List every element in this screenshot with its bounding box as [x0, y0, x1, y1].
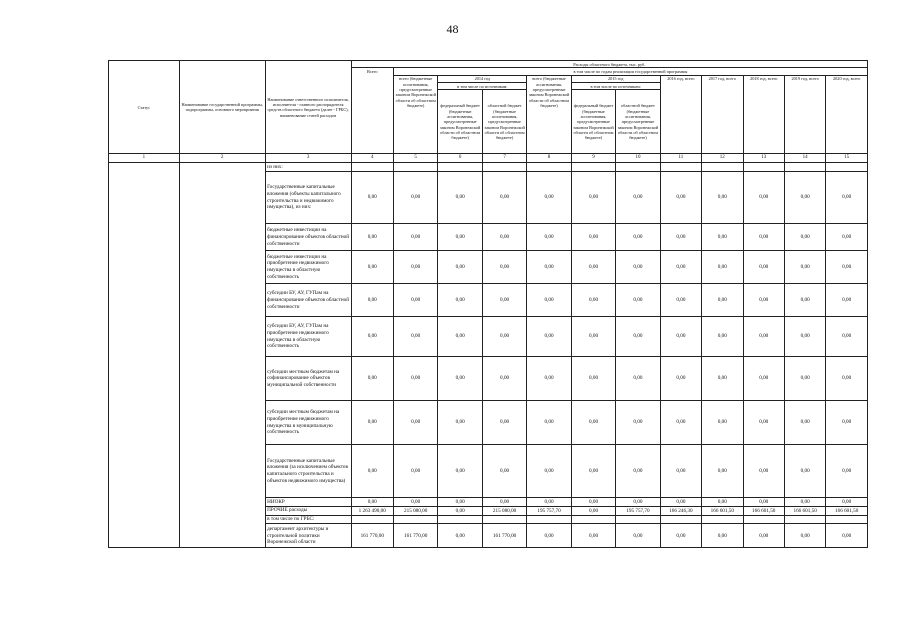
header-2015-sources: в том числе по источникам: — [571, 83, 660, 90]
value-cell: 0,00 — [571, 224, 615, 251]
column-number: 13 — [743, 154, 784, 163]
budget-table — [108, 60, 868, 548]
value-cell: 0,00 — [393, 224, 437, 251]
value-cell: 0,00 — [527, 251, 571, 284]
column-number: 9 — [571, 154, 615, 163]
value-cell: 0,00 — [784, 317, 825, 357]
value-cell: 0,00 — [702, 445, 743, 498]
header-2015-total: всего (бюджетные ассигнования, предусмотренные законом Воронежской области об областном бюджете) — [527, 75, 571, 154]
value-cell: 166 601,50 — [784, 506, 825, 515]
value-cell — [438, 163, 482, 172]
value-cell: 0,00 — [571, 317, 615, 357]
value-cell: 0,00 — [571, 524, 615, 548]
value-cell: 0,00 — [351, 317, 393, 357]
value-cell: 0,00 — [616, 357, 660, 401]
value-cell: 0,00 — [616, 317, 660, 357]
value-cell: 0,00 — [616, 498, 660, 507]
value-cell: 0,00 — [784, 172, 825, 224]
value-cell: 0,00 — [660, 524, 701, 548]
column-number: 4 — [351, 154, 393, 163]
value-cell: 0,00 — [616, 284, 660, 317]
header-fed-2015: федеральный бюджет (бюджетные ассигнования, предусмотренные законом Воронежской области об областном бюджете) — [571, 90, 615, 154]
column-number: 3 — [265, 154, 351, 163]
value-cell: 0,00 — [702, 524, 743, 548]
column-number: 2 — [179, 154, 265, 163]
value-cell: 0,00 — [482, 284, 526, 317]
value-cell — [826, 163, 868, 172]
value-cell: 0,00 — [351, 224, 393, 251]
column-number: 11 — [660, 154, 701, 163]
value-cell: 0,00 — [571, 251, 615, 284]
expense-item-name: из них: — [265, 163, 351, 172]
value-cell — [826, 515, 868, 524]
value-cell: 0,00 — [393, 251, 437, 284]
expense-item-name: в том числе по ГРБС: — [265, 515, 351, 524]
value-cell — [660, 515, 701, 524]
value-cell: 0,00 — [527, 224, 571, 251]
value-cell: 0,00 — [438, 506, 482, 515]
value-cell: 0,00 — [660, 251, 701, 284]
value-cell: 0,00 — [527, 172, 571, 224]
value-cell — [351, 163, 393, 172]
column-number: 8 — [527, 154, 571, 163]
value-cell: 0,00 — [438, 251, 482, 284]
value-cell — [527, 515, 571, 524]
header-2019: 2019 год, всего — [784, 75, 825, 154]
value-cell: 0,00 — [571, 445, 615, 498]
expense-item-name: Государственные капитальные вложения (объекты капитального строительства и недвижимого имущества), из них: — [265, 172, 351, 224]
value-cell: 0,00 — [438, 524, 482, 548]
header-2017: 2017 год, всего — [702, 75, 743, 154]
value-cell: 0,00 — [784, 498, 825, 507]
value-cell: 0,00 — [660, 224, 701, 251]
value-cell: 161 770,00 — [351, 524, 393, 548]
value-cell: 0,00 — [702, 172, 743, 224]
value-cell: 0,00 — [438, 172, 482, 224]
value-cell: 0,00 — [702, 284, 743, 317]
header-reg-2015: областной бюджет (бюджетные ассигнования, предусмотренные законом Воронежской области об областном бюджете) — [616, 90, 660, 154]
value-cell — [482, 515, 526, 524]
header-expenses-title: Расходы областного бюджета, тыс. руб. — [351, 61, 867, 68]
value-cell: 0,00 — [826, 524, 868, 548]
value-cell: 0,00 — [660, 445, 701, 498]
value-cell: 0,00 — [616, 524, 660, 548]
value-cell: 0,00 — [482, 251, 526, 284]
column-number: 5 — [393, 154, 437, 163]
value-cell — [784, 515, 825, 524]
value-cell: 0,00 — [660, 172, 701, 224]
value-cell: 0,00 — [438, 357, 482, 401]
value-cell: 161 770,00 — [393, 524, 437, 548]
value-cell: 0,00 — [351, 498, 393, 507]
value-cell: 0,00 — [527, 401, 571, 445]
value-cell: 0,00 — [826, 498, 868, 507]
value-cell: 0,00 — [482, 357, 526, 401]
value-cell — [571, 515, 615, 524]
value-cell: 0,00 — [743, 224, 784, 251]
value-cell: 0,00 — [826, 401, 868, 445]
value-cell: 0,00 — [743, 357, 784, 401]
value-cell: 0,00 — [571, 357, 615, 401]
value-cell — [393, 163, 437, 172]
page-number: 48 — [446, 22, 459, 36]
value-cell: 215 080,00 — [482, 506, 526, 515]
table-body — [109, 163, 868, 548]
header-2020: 2020 год, всего — [826, 75, 868, 154]
value-cell — [616, 515, 660, 524]
value-cell: 0,00 — [393, 498, 437, 507]
value-cell: 0,00 — [743, 524, 784, 548]
value-cell — [702, 515, 743, 524]
value-cell: 0,00 — [527, 317, 571, 357]
header-fed-2014: федеральный бюджет (бюджетные ассигнования, предусмотренные законом Воронежской области об областном бюджете) — [438, 90, 482, 154]
value-cell: 0,00 — [482, 172, 526, 224]
value-cell: 0,00 — [351, 172, 393, 224]
status-cell — [109, 163, 180, 548]
value-cell: 0,00 — [393, 401, 437, 445]
value-cell: 0,00 — [616, 224, 660, 251]
value-cell — [784, 163, 825, 172]
column-number: 10 — [616, 154, 660, 163]
expense-item-name: бюджетные инвестиции на приобретение недвижимого имущества в областную собственность — [265, 251, 351, 284]
header-2015: 2015 год — [571, 75, 660, 82]
value-cell: 0,00 — [784, 357, 825, 401]
value-cell: 0,00 — [438, 224, 482, 251]
column-number: 14 — [784, 154, 825, 163]
expense-item-name: ПРОЧИЕ расходы — [265, 506, 351, 515]
value-cell: 0,00 — [527, 498, 571, 507]
value-cell: 0,00 — [743, 445, 784, 498]
value-cell: 0,00 — [393, 172, 437, 224]
value-cell — [702, 163, 743, 172]
header-program-name: Наименование государственной программы, подпрограммы, основного мероприятия — [179, 61, 265, 154]
value-cell: 0,00 — [482, 445, 526, 498]
value-cell — [616, 163, 660, 172]
value-cell: 0,00 — [660, 317, 701, 357]
value-cell: 0,00 — [826, 284, 868, 317]
value-cell: 0,00 — [438, 445, 482, 498]
value-cell: 0,00 — [660, 284, 701, 317]
value-cell: 0,00 — [571, 401, 615, 445]
value-cell: 0,00 — [702, 357, 743, 401]
value-cell — [527, 163, 571, 172]
value-cell: 0,00 — [660, 401, 701, 445]
expense-item-name: бюджетные инвестиции на финансирование объектов областной собственности — [265, 224, 351, 251]
value-cell: 166 601,50 — [826, 506, 868, 515]
expense-item-name: субсидии БУ, АУ, ГУПам на финансирование объектов областной собственности — [265, 284, 351, 317]
value-cell: 0,00 — [527, 357, 571, 401]
column-number: 6 — [438, 154, 482, 163]
expense-item-name: Государственные капитальные вложения (за исключением объектов капитального строительства и объектов недвижимого имущества) — [265, 445, 351, 498]
value-cell: 0,00 — [616, 172, 660, 224]
value-cell: 0,00 — [616, 251, 660, 284]
value-cell: 195 757,70 — [527, 506, 571, 515]
header-executor: Наименование ответственного исполнителя, исполнителя - главного распорядителя средств областного бюджета (далее - ГРБС), наименование статей расходов — [265, 61, 351, 154]
value-cell: 0,00 — [482, 224, 526, 251]
value-cell: 161 770,00 — [482, 524, 526, 548]
header-reg-2014: областной бюджет (бюджетные ассигнования, предусмотренные законом Воронежской области об областном бюджете) — [482, 90, 526, 154]
value-cell — [571, 163, 615, 172]
value-cell: 0,00 — [826, 445, 868, 498]
value-cell: 166 601,50 — [702, 506, 743, 515]
value-cell: 0,00 — [351, 284, 393, 317]
value-cell: 0,00 — [438, 498, 482, 507]
value-cell: 0,00 — [784, 251, 825, 284]
value-cell: 0,00 — [784, 284, 825, 317]
value-cell: 0,00 — [571, 284, 615, 317]
value-cell: 0,00 — [660, 498, 701, 507]
column-number-row — [109, 154, 868, 163]
value-cell — [393, 515, 437, 524]
expense-item-name: НИОКР — [265, 498, 351, 507]
value-cell: 0,00 — [702, 224, 743, 251]
value-cell: 195 757,70 — [616, 506, 660, 515]
column-number: 15 — [826, 154, 868, 163]
value-cell — [660, 163, 701, 172]
header-2016: 2016 год, всего — [660, 75, 701, 154]
value-cell — [482, 163, 526, 172]
expense-item-name: субсидии местным бюджетам на приобретение недвижимого имущества в муниципальную собственность — [265, 401, 351, 445]
value-cell: 0,00 — [702, 401, 743, 445]
value-cell: 0,00 — [393, 284, 437, 317]
value-cell: 0,00 — [351, 445, 393, 498]
header-2018: 2018 год, всего — [743, 75, 784, 154]
value-cell: 0,00 — [616, 401, 660, 445]
header-total: Всего — [351, 68, 393, 154]
value-cell: 0,00 — [826, 224, 868, 251]
value-cell: 0,00 — [571, 506, 615, 515]
value-cell: 0,00 — [351, 251, 393, 284]
value-cell: 0,00 — [784, 445, 825, 498]
value-cell: 0,00 — [393, 445, 437, 498]
value-cell: 0,00 — [616, 445, 660, 498]
value-cell: 0,00 — [826, 317, 868, 357]
value-cell: 0,00 — [482, 498, 526, 507]
value-cell: 0,00 — [438, 284, 482, 317]
value-cell: 0,00 — [702, 251, 743, 284]
value-cell: 0,00 — [438, 317, 482, 357]
value-cell: 0,00 — [482, 317, 526, 357]
value-cell: 0,00 — [702, 317, 743, 357]
value-cell: 0,00 — [527, 524, 571, 548]
program-name-cell — [179, 163, 265, 548]
header-status: Статус — [109, 61, 180, 154]
value-cell: 0,00 — [571, 172, 615, 224]
expense-item-name: субсидии местным бюджетам на софинансирование объектов муниципальной собственности — [265, 357, 351, 401]
table-row — [109, 163, 868, 172]
value-cell: 166 246,30 — [660, 506, 701, 515]
column-number: 7 — [482, 154, 526, 163]
value-cell: 0,00 — [393, 317, 437, 357]
value-cell: 0,00 — [743, 284, 784, 317]
value-cell: 0,00 — [571, 498, 615, 507]
header-by-years: в том числе по годам реализации государственной программы — [393, 68, 867, 75]
value-cell: 0,00 — [743, 317, 784, 357]
value-cell: 0,00 — [351, 401, 393, 445]
value-cell: 0,00 — [826, 172, 868, 224]
value-cell: 0,00 — [784, 524, 825, 548]
value-cell — [351, 515, 393, 524]
value-cell: 166 601,50 — [743, 506, 784, 515]
value-cell — [743, 163, 784, 172]
value-cell: 215 080,00 — [393, 506, 437, 515]
value-cell — [743, 515, 784, 524]
value-cell: 0,00 — [743, 251, 784, 284]
value-cell: 1 263 490,00 — [351, 506, 393, 515]
value-cell: 0,00 — [393, 357, 437, 401]
value-cell: 0,00 — [743, 172, 784, 224]
header-2014: 2014 год — [438, 75, 527, 82]
column-number: 12 — [702, 154, 743, 163]
expense-item-name: департамент архитектуры и строительной политики Воронежской области — [265, 524, 351, 548]
value-cell: 0,00 — [826, 357, 868, 401]
expense-item-name: субсидии БУ, АУ, ГУПам на приобретение недвижимого имущества в областную собственность — [265, 317, 351, 357]
value-cell: 0,00 — [660, 357, 701, 401]
value-cell: 0,00 — [784, 401, 825, 445]
header-2014-sources: в том числе по источникам: — [438, 83, 527, 90]
value-cell — [438, 515, 482, 524]
value-cell: 0,00 — [482, 401, 526, 445]
header-2014-total: всего (бюджетные ассигнования, предусмотренные законом Воронежской области об областном бюджете) — [393, 75, 437, 154]
value-cell: 0,00 — [438, 401, 482, 445]
value-cell: 0,00 — [702, 498, 743, 507]
value-cell: 0,00 — [784, 224, 825, 251]
column-number: 1 — [109, 154, 180, 163]
value-cell: 0,00 — [527, 445, 571, 498]
value-cell: 0,00 — [743, 498, 784, 507]
value-cell: 0,00 — [527, 284, 571, 317]
value-cell: 0,00 — [351, 357, 393, 401]
value-cell: 0,00 — [826, 251, 868, 284]
value-cell: 0,00 — [743, 401, 784, 445]
